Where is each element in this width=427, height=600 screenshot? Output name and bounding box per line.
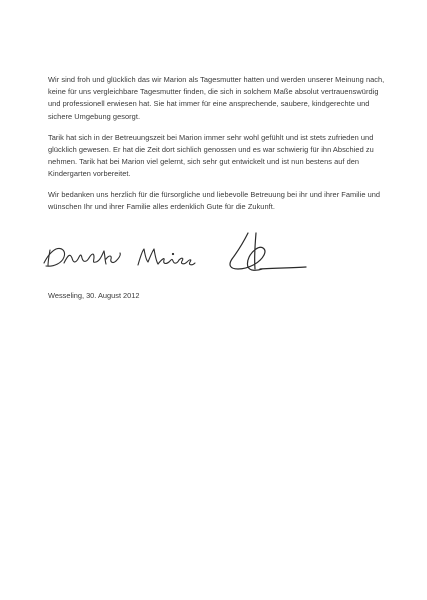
- signature-dilek-meiss: [44, 248, 195, 266]
- paragraph-tarik: Tarik hat sich in der Betreuungszeit bei Marion immer sehr wohl gefühlt und ist stets zufrieden und glücklich gewesen. Er hat die Zeit dort sichlich genossen und es war schwierig für ihn Abschied zu nehmen. Tarik hat bei Marion viel gelernt, sich sehr gut entwickelt und ist nun bestens auf den Kindergarten vorbereitet.: [48, 132, 374, 179]
- handwritten-signatures: [34, 225, 324, 287]
- letter-body: [48, 74, 393, 221]
- place-and-date: Wesseling, 30. August 2012: [48, 291, 140, 300]
- signature-two: [230, 233, 306, 270]
- signatures: [34, 225, 324, 287]
- paragraph-intro: Wir sind froh und glücklich das wir Marion als Tagesmutter hatten und werden unserer Meinung nach, keine für uns vergleichbare Tagesmutter finden, die sich in solchem Maße absolut vertrauenswürdig und professionell erwiesen hat. Sie hat immer für eine ansprechende, saubere, kindgerechte und sichere Umgebung gesorgt.: [48, 75, 385, 121]
- paragraph-thanks: Wir bedanken uns herzlich für die fürsorgliche und liebevolle Betreuung bei ihr und ihrer Familie und wünschen Ihr und ihrer Familie alles erdenklich Gute für die Zukunft.: [48, 189, 381, 211]
